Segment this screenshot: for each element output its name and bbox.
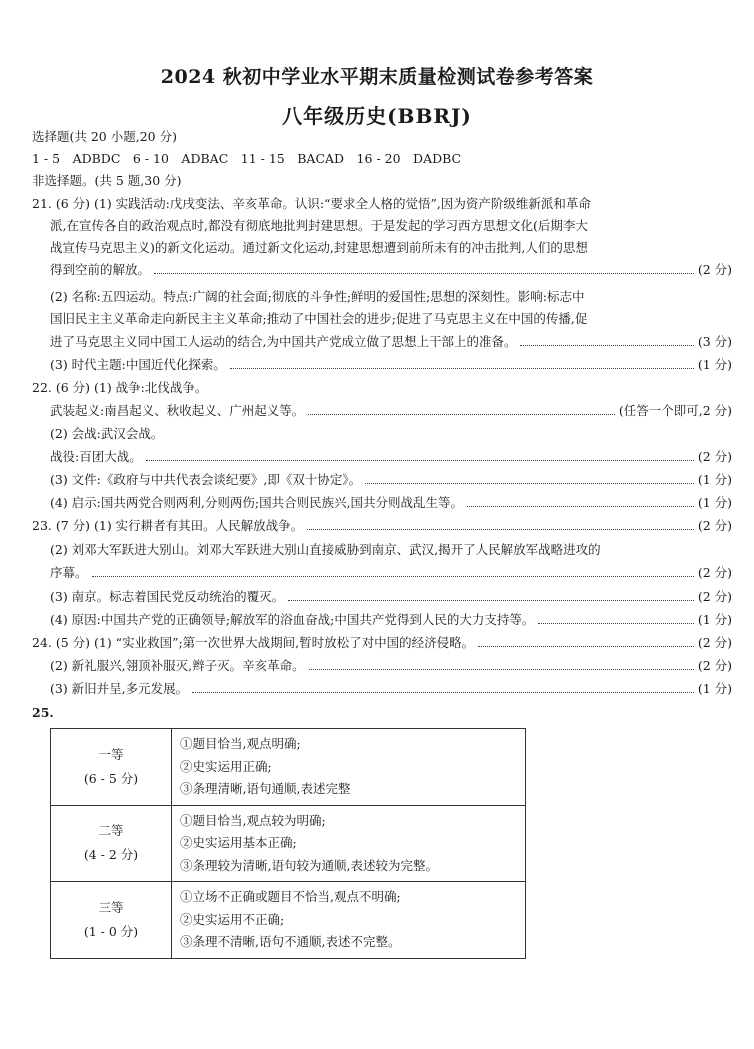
criterion: ③条理较为清晰,语句较为通顺,表述较为完整。 — [180, 857, 438, 873]
dot-leader — [307, 528, 694, 530]
q23-line-5-points: (1 分) — [697, 612, 732, 627]
dot-leader — [478, 645, 694, 647]
q23-line-4-text: (3) 南京。标志着国民党反动统治的覆灭。 — [50, 589, 285, 604]
q21-line-1: 21. (6 分) (1) 实践活动:戊戌变法、辛亥革命。认识:“要求全人格的觉悟”,因为资产阶级维新派和革命 — [32, 196, 591, 211]
q22-line-1: 22. (6 分) (1) 战争:北伐战争。 — [32, 380, 208, 395]
q23-line-4-points: (2 分) — [697, 589, 732, 604]
q21-line-8 — [50, 355, 732, 375]
q22-line-4 — [50, 447, 732, 467]
q23-line-3 — [50, 563, 732, 583]
q23-line-1-points: (2 分) — [697, 518, 732, 533]
grade-range: (1 - 0 分) — [83, 923, 139, 939]
criterion: ②史实运用不正确; — [180, 911, 285, 927]
criteria-cell — [172, 882, 526, 959]
q22-line-3: (2) 会战:武汉会战。 — [50, 426, 164, 441]
dot-leader — [308, 413, 615, 415]
q22-line-4-points: (2 分) — [697, 449, 732, 464]
q21-line-7-points: (3 分) — [697, 334, 732, 349]
q24-line-1-points: (2 分) — [697, 635, 732, 650]
q23-line-5-text: (4) 原因:中国共产党的正确领导;解放军的浴血奋战;中国共产党得到人民的大力支持等。 — [50, 612, 535, 627]
q22-line-5-text: (3) 文件:《政府与中共代表会谈纪要》,即《双十协定》。 — [50, 472, 362, 487]
q24-line-3-points: (1 分) — [697, 681, 732, 696]
q21-line-8-points: (1 分) — [697, 357, 732, 372]
q21-line-4-points: (2 分) — [697, 262, 732, 277]
dot-leader — [92, 575, 694, 577]
q21-line-2: 派,在宣传各自的政治观点时,都没有彻底地批判封建思想。于是发起的学习西方思想文化(后期李大 — [50, 218, 588, 233]
dot-leader — [288, 599, 694, 601]
q23-line-1 — [32, 516, 732, 536]
q21-line-7 — [50, 332, 732, 352]
table-row — [51, 729, 526, 806]
q24-line-2-text: (2) 新礼服兴,翎顶补服灭,辫子灭。辛亥革命。 — [50, 658, 305, 673]
criterion: ③条理不清晰,语句不通顺,表述不完整。 — [180, 934, 401, 949]
q24-line-2-points: (2 分) — [697, 658, 732, 673]
dot-leader — [467, 505, 694, 507]
q22-line-4-text: 战役:百团大战。 — [50, 449, 142, 464]
q23-line-4 — [50, 587, 732, 607]
q22-line-6-points: (1 分) — [697, 495, 732, 510]
q21-line-6: 国旧民主主义革命走向新民主主义革命;推动了中国社会的进步;促进了马克思主义在中国的传播,促 — [50, 311, 588, 326]
q22-line-2-text: 武装起义:南昌起义、秋收起义、广州起义等。 — [50, 403, 305, 418]
table-row — [51, 882, 526, 959]
criterion: ①题目恰当,观点较为明确; — [180, 812, 326, 828]
q23-line-5 — [50, 610, 732, 630]
q23-line-3-text: 序幕。 — [50, 565, 88, 580]
q21-line-7-text: 进了马克思主义同中国工人运动的结合,为中国共产党成立做了思想上干部上的准备。 — [50, 334, 517, 349]
grade-cell — [51, 805, 172, 882]
q21-line-3: 战宣传马克思主义)的新文化运动。通过新文化运动,封建思想遭到前所未有的冲击批判,人们的思想 — [50, 240, 588, 255]
criteria-cell — [172, 805, 526, 882]
dot-leader — [538, 622, 693, 624]
grade-cell — [51, 729, 172, 806]
grading-rubric-table — [50, 728, 526, 959]
criterion: ②史实运用正确; — [180, 758, 272, 774]
choice-section-heading: 选择题(共 20 小题,20 分) — [32, 129, 177, 144]
q23-line-1-text: 23. (7 分) (1) 实行耕者有其田。人民解放战争。 — [32, 518, 304, 533]
q21-line-8-text: (3) 时代主题:中国近代化探索。 — [50, 357, 226, 372]
criterion: ①立场不正确或题目不恰当,观点不明确; — [180, 889, 401, 904]
grade-range: (6 - 5 分) — [83, 770, 139, 786]
q23-line-3-points: (2 分) — [697, 565, 732, 580]
dot-leader — [309, 668, 694, 670]
table-row — [51, 805, 526, 882]
grade-name: 三等 — [98, 899, 124, 915]
q24-line-1 — [32, 633, 732, 653]
q22-line-6-text: (4) 启示:国共两党合则两利,分则两伤;国共合则民族兴,国共分则战乱生等。 — [50, 495, 464, 510]
q24-line-3 — [50, 679, 732, 699]
q24-line-2 — [50, 656, 732, 676]
q22-line-6 — [50, 493, 732, 513]
dot-leader — [154, 272, 694, 274]
criterion: ②史实运用基本正确; — [180, 835, 297, 850]
dot-leader — [230, 367, 694, 369]
dot-leader — [192, 691, 694, 693]
grade-cell — [51, 882, 172, 959]
q22-line-2-points: (任答一个即可,2 分) — [618, 403, 732, 418]
document-subtitle: 八年级历史(BBRJ) — [282, 104, 472, 128]
q22-line-5 — [50, 470, 732, 490]
document-title: 2024 秋初中学业水平期末质量检测试卷参考答案 — [160, 66, 594, 88]
dot-leader — [365, 482, 694, 484]
q24-line-3-text: (3) 新旧并呈,多元发展。 — [50, 681, 189, 696]
q25-label: 25. — [32, 705, 54, 720]
dot-leader — [520, 344, 693, 346]
criterion: ③条理清晰,语句通顺,表述完整 — [180, 781, 351, 796]
criterion: ①题目恰当,观点明确; — [180, 736, 301, 751]
q21-line-4 — [50, 260, 732, 280]
grade-name: 一等 — [98, 746, 124, 762]
nonchoice-section-heading: 非选择题。(共 5 题,30 分) — [32, 173, 182, 188]
q21-line-5: (2) 名称:五四运动。特点:广阔的社会面;彻底的斗争性;鲜明的爱国性;思想的深刻性。影响:标志中 — [50, 289, 585, 304]
grade-range: (4 - 2 分) — [83, 847, 139, 863]
criteria-cell — [172, 729, 526, 806]
q24-line-1-text: 24. (5 分) (1) “实业救国”;第一次世界大战期间,暂时放松了对中国的经济侵略。 — [32, 635, 475, 650]
dot-leader — [146, 459, 694, 461]
choice-answers: 1 - 5 ADBDC 6 - 10 ADBAC 11 - 15 BACAD 16 - 20 DADBC — [32, 151, 462, 166]
grade-name: 二等 — [98, 823, 124, 839]
q22-line-2 — [50, 401, 732, 421]
q21-line-4-text: 得到空前的解放。 — [50, 262, 151, 277]
q23-line-2: (2) 刘邓大军跃进大别山。刘邓大军跃进大别山直接威胁到南京、武汉,揭开了人民解放军战略进攻的 — [50, 542, 601, 557]
q22-line-5-points: (1 分) — [697, 472, 732, 487]
